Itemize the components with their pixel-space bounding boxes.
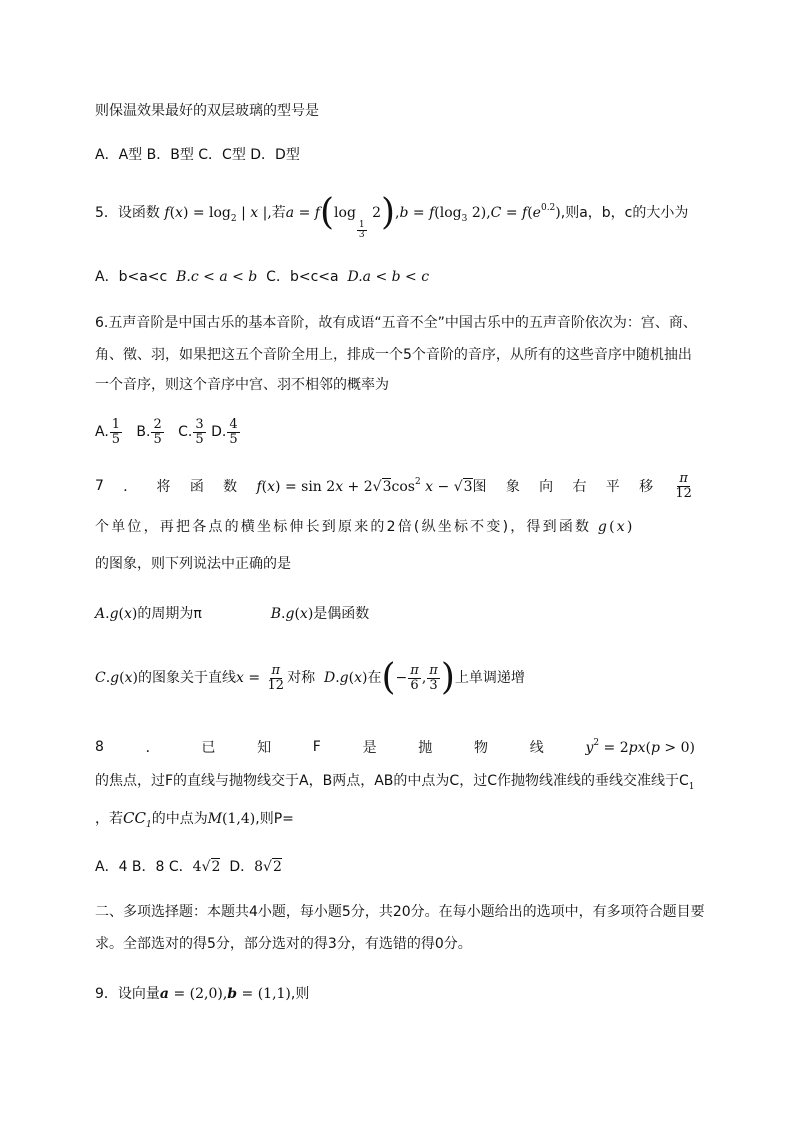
q6-line1: 6.五声音阶是中国古乐的基本音阶，故有成语“五音不全”中国古乐中的五声音阶依次为：宫、商、 bbox=[95, 315, 697, 331]
q6-line3: 一个音序，则这个音序中宫、羽不相邻的概率为 bbox=[95, 377, 389, 393]
q8-line1: 8 ． 已 知 F 是 抛 物 线 $y^2 = 2px(p > 0)$ bbox=[95, 738, 695, 756]
section2-line2: 求。全部选对的得5分，部分选对的得3分，有选错的得0分。 bbox=[95, 936, 472, 952]
q8-options: A．4 B．8 C．4√2 D．8√2 bbox=[95, 859, 282, 875]
q5-stem: 5．设函数 $f(x) = \log_2$ | x |,若a = f(log $\frac{1}{3}$ $2),b = f(\log_3$ $2),C = f(e^{0.2})$,则a，b，c的大小为 bbox=[95, 192, 689, 241]
q9-stem: 9．设向量a = (2,0),b = (1,1),则 bbox=[95, 986, 310, 1002]
q5-number: 5．设函数 bbox=[95, 205, 160, 221]
q6-line2: 角、徵、羽，如果把这五个音阶全用上，排成一个5个音阶的音序，从所有的这些音序中随机抽出 bbox=[95, 347, 692, 363]
section2-line1: 二、多项选择题：本题共4小题，每小题5分，共20分。在每小题给出的选项中，有多项符合题目要 bbox=[95, 904, 705, 920]
q7-line3: 的图象，则下列说法中正确的是 bbox=[95, 556, 291, 572]
q5-tail: ,则a，b，c的大小为 bbox=[560, 205, 689, 221]
q7-line1: 7 ． 将 函 数 $f(x) = \sin 2x + 2√3\cos^2$ x − √3图 象 向 右 平 移 $\frac{\pi}{12}$ bbox=[95, 471, 692, 501]
q7-options-cd: C.g(x)的图象关于直线x = $\frac{\pi}{12}$ 对称 D.g(x)在(− $\frac{\pi}{6}$ , $\frac{\pi}{3}$ )上单调递增 bbox=[95, 657, 525, 698]
q7-line2: 个单位，再把各点的横坐标伸长到原来的2倍(纵坐标不变)，得到函数 g(x) bbox=[95, 519, 635, 535]
intro-text: 则保温效果最好的双层玻璃的型号是 bbox=[95, 103, 319, 119]
q4-options: A．A型 B．B型 C．C型 D．D型 bbox=[95, 147, 300, 163]
q6-options: A. $\frac{1}{5}$ B. $\frac{2}{5}$ C. $\frac{3}{5}$ D. $\frac{4}{5}$ bbox=[95, 417, 238, 447]
q5-options: A．b<a<c B.c < a < b C．b<c<a D.a < b < c bbox=[95, 269, 430, 285]
q8-line3: ，若$CC_1$的中点为M(1,4),则P= bbox=[95, 809, 294, 830]
q7-options-ab: A.g(x)的周期为π B.g(x)是偶函数 bbox=[95, 606, 370, 622]
q8-line2: 的焦点，过F的直线与抛物线交于A，B两点，AB的中点为C，过C作抛物线准线的垂线交准线于$C_1$ bbox=[95, 773, 695, 792]
